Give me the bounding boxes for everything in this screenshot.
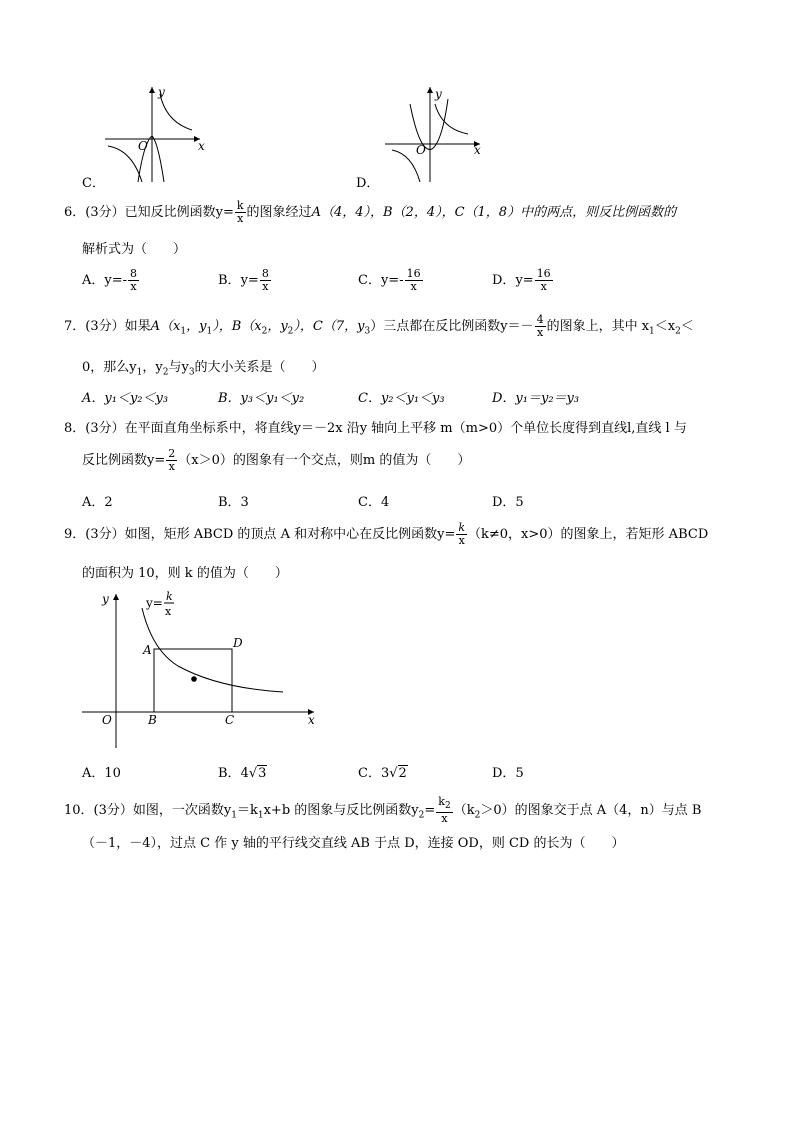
q6-option-d-frac xyxy=(535,268,553,293)
q8-option-b[interactable]: B．3 xyxy=(218,495,249,510)
sqrt-icon: √ xyxy=(389,766,398,781)
q8-line2 xyxy=(82,448,470,473)
q9-option-a-label: A． xyxy=(82,766,105,781)
q7-line2: 0，那么$y_1$，$y_2$与$y_3$的大小关系是（ ） xyxy=(82,360,325,378)
q9-frac-den: x xyxy=(458,534,465,547)
q6-func-den: x xyxy=(237,212,244,225)
q7-text-e: ，y xyxy=(267,319,288,334)
q9-fig-func-num: k xyxy=(166,590,173,603)
q6-option-c-den: x xyxy=(410,280,417,293)
q10-frac-num-wrap xyxy=(436,796,452,813)
q9-fig-d-label: D xyxy=(233,636,243,650)
q7-text-g: ）三点都在反比例函数y＝－ xyxy=(370,319,534,334)
q9-func-lhs: y= xyxy=(437,527,456,542)
q7-text-h: 的图象上，其中 x xyxy=(546,319,650,334)
q10-line1-e: ＞0）的图象交于点 A（4，n）与点 B xyxy=(480,803,702,819)
q10-func-sub: 2 xyxy=(418,810,425,821)
q7-line2-a: 0，那么y xyxy=(82,360,137,375)
q7-option-c[interactable]: C．y₂＜y₁＜y₃ xyxy=(358,391,445,406)
q10-line2: （－1，－4），过点 C 作 y 轴的平行线交直线 AB 于点 D，连接 OD，则 CD 的长为（ ） xyxy=(82,836,625,851)
graph-c-origin: O xyxy=(138,139,148,153)
q6-option-c-frac xyxy=(405,268,423,293)
q10-frac-num: k xyxy=(438,795,445,808)
q10-line1-d: （k xyxy=(453,803,475,819)
q6-option-c-lhs: y=- xyxy=(380,273,404,288)
q7-line2-c: 与y xyxy=(168,360,189,375)
q6-option-b-den: x xyxy=(262,280,269,293)
q9-fig-c-label: C xyxy=(225,713,235,727)
q6-line1 xyxy=(64,200,676,225)
q6-option-a-den: x xyxy=(130,280,137,293)
q7-line2-b: ，y xyxy=(142,360,163,375)
q6-option-b-frac xyxy=(260,268,271,293)
q6-option-b-num: 8 xyxy=(261,267,269,280)
q9-option-c[interactable] xyxy=(358,762,408,781)
graph-d-x-label: x xyxy=(474,143,481,157)
q6-option-a-frac xyxy=(128,268,139,293)
q6-option-b[interactable] xyxy=(218,268,272,293)
graph-c-svg xyxy=(100,84,210,184)
q7-option-a[interactable]: A．y₁＜y₂＜y₃ xyxy=(82,391,169,406)
q10-frac-den: x xyxy=(441,812,448,826)
q10-line1-b: ＝k xyxy=(236,803,258,819)
q8-line1: 8．(3分）在平面直角坐标系中，将直线y＝－2x 沿y 轴向上平移 m（m>0）个单位长度得到直线l,直线 l 与 xyxy=(64,421,687,436)
q9-fig-x-label: x xyxy=(308,713,315,727)
q8-option-a[interactable]: A．2 xyxy=(82,495,113,510)
q10-line1-a: 10．(3分）如图，一次函数y xyxy=(64,803,232,819)
q7-text-a: 7．(3分）如果 xyxy=(64,319,151,334)
q9-fig-y-label: y xyxy=(102,592,109,606)
q9-fig-b-label: B xyxy=(148,713,157,727)
q6-option-c[interactable] xyxy=(358,268,424,293)
graph-d-svg xyxy=(380,84,490,184)
q10-line1-c: x+b 的图象与反比例函数 xyxy=(263,803,412,819)
q6-option-d-den: x xyxy=(540,280,547,293)
q6-option-b-label: B． xyxy=(218,273,241,288)
q7-line2-d: 的大小关系是（ ） xyxy=(194,360,325,375)
q6-func-frac xyxy=(235,200,246,225)
q6-option-d[interactable] xyxy=(492,268,554,293)
q8-option-d[interactable]: D．5 xyxy=(492,495,524,510)
q9-fig-func-den: x xyxy=(165,605,172,618)
q9-option-c-label: C． xyxy=(358,766,381,781)
q9-option-c-radicand: 2 xyxy=(398,766,407,781)
q6-option-c-num: 16 xyxy=(406,267,421,280)
q6-option-d-num: 16 xyxy=(536,267,551,280)
q6-option-a-label: A． xyxy=(82,273,105,288)
q8-func-lhs: y= xyxy=(147,453,166,468)
q9-option-d[interactable] xyxy=(492,762,524,781)
q7-text-f: ），C（7，y xyxy=(293,319,365,334)
graph-c-y-label: y xyxy=(158,85,165,99)
q9-line1-b: （k≠0，x>0）的图象上，若矩形 ABCD xyxy=(468,527,709,542)
q9-figure-svg xyxy=(78,588,328,753)
q6-points: A（4，4），B（2，4），C（1，8）中的两点，则反比例函数的 xyxy=(311,205,677,220)
q9-option-c-text: 3 xyxy=(380,766,390,781)
graph-d-y-label: y xyxy=(435,87,442,101)
q9-option-b-radicand: 3 xyxy=(258,766,267,781)
q9-frac xyxy=(456,522,467,547)
q6-option-c-label: C． xyxy=(358,273,381,288)
q9-figure xyxy=(78,588,328,753)
q6-option-d-label: D． xyxy=(492,273,516,288)
q10-func-lhs: y xyxy=(411,803,419,819)
q6-prefix: 6．(3分）已知反比例函数 xyxy=(64,205,216,220)
q6-option-b-lhs: y= xyxy=(240,273,259,288)
q8-line2-b: （x＞0）的图象有一个交点，则m 的值为（ ） xyxy=(178,453,471,468)
q7-option-b[interactable]: B．y₃＜y₁＜y₂ xyxy=(218,391,305,406)
q8-frac-den: x xyxy=(168,460,175,473)
q6-line2: 解析式为（ ） xyxy=(82,242,187,257)
q10-frac-num-sub: 2 xyxy=(444,801,451,812)
q10-func-eq: = xyxy=(424,803,436,819)
q8-line2-a: 反比例函数 xyxy=(82,453,148,468)
q9-option-d-label: D． xyxy=(492,766,516,781)
sqrt-icon: √ xyxy=(248,766,258,781)
q6-func-num: k xyxy=(236,199,244,212)
q6-func-lhs: y= xyxy=(215,205,234,220)
q9-fig-a-label: A xyxy=(143,643,152,657)
q6-option-a[interactable] xyxy=(82,268,140,293)
q9-line2: 的面积为 10，则 k 的值为（ ） xyxy=(82,566,288,581)
q10-line1: 10．(3分）如图，一次函数$y_1=k_1x+b$ 的图象与反比例函数$y_2=$ $\frac{k_2}{x}$ $(k_2>0)$的图象交于点 A（4，n）与点 B xyxy=(64,795,702,826)
graph-c-x-label: x xyxy=(198,139,205,153)
q7-line1: 7．(3分）如果$A(x_1$，$y_1$），$B(x_2$，$y_2$），C（7，$y_3$）三点都在反比例函数y＝－ $\frac{4}{x}$ 的图象上，其中 $x_1<x_2<$ xyxy=(64,313,694,339)
q6-option-a-num: 8 xyxy=(130,267,138,280)
q9-option-b[interactable] xyxy=(218,762,267,781)
q9-option-b-text: 4 xyxy=(240,766,249,781)
q7-frac-num: 4 xyxy=(536,313,544,326)
q7-text-i: ＜x xyxy=(654,319,676,334)
q8-frac-num: 2 xyxy=(168,447,176,460)
q9-option-b-label: B． xyxy=(218,766,241,781)
q7-text-c: ，y xyxy=(186,319,207,334)
q8-option-c[interactable]: C．4 xyxy=(358,495,390,510)
q9-frac-num: k xyxy=(458,521,466,534)
q9-fig-func-lhs: y= xyxy=(146,596,163,610)
graph-d-label: D． xyxy=(356,176,380,191)
q7-text-d: ），B（x xyxy=(212,319,262,334)
q9-line1 xyxy=(64,522,708,547)
q9-option-a[interactable] xyxy=(82,762,121,781)
q9-option-d-text: 5 xyxy=(515,766,524,781)
q6-option-a-lhs: y=- xyxy=(104,273,128,288)
q10-frac xyxy=(436,796,452,825)
graph-c xyxy=(100,84,210,184)
q7-frac-den: x xyxy=(536,326,544,339)
q6-option-d-lhs: y= xyxy=(515,273,534,288)
q7-option-d[interactable]: D．y₁＝y₂＝y₃ xyxy=(492,391,580,406)
graph-d xyxy=(380,84,490,184)
q8-frac xyxy=(166,448,177,473)
q9-option-a-text: 10 xyxy=(104,766,121,781)
q9-line1-a: 9．(3分）如图，矩形 ABCD 的顶点 A 和对称中心在反比例函数 xyxy=(64,527,438,542)
graph-d-origin: O xyxy=(416,143,426,157)
q7-text-b: A（x xyxy=(150,319,181,334)
q6-rest: 的图象经过 xyxy=(246,205,312,220)
q7-text-j: ＜ xyxy=(680,319,694,334)
q9-fig-o-label: O xyxy=(102,713,112,727)
q7-frac xyxy=(535,314,546,339)
graph-c-label: C． xyxy=(82,176,105,191)
